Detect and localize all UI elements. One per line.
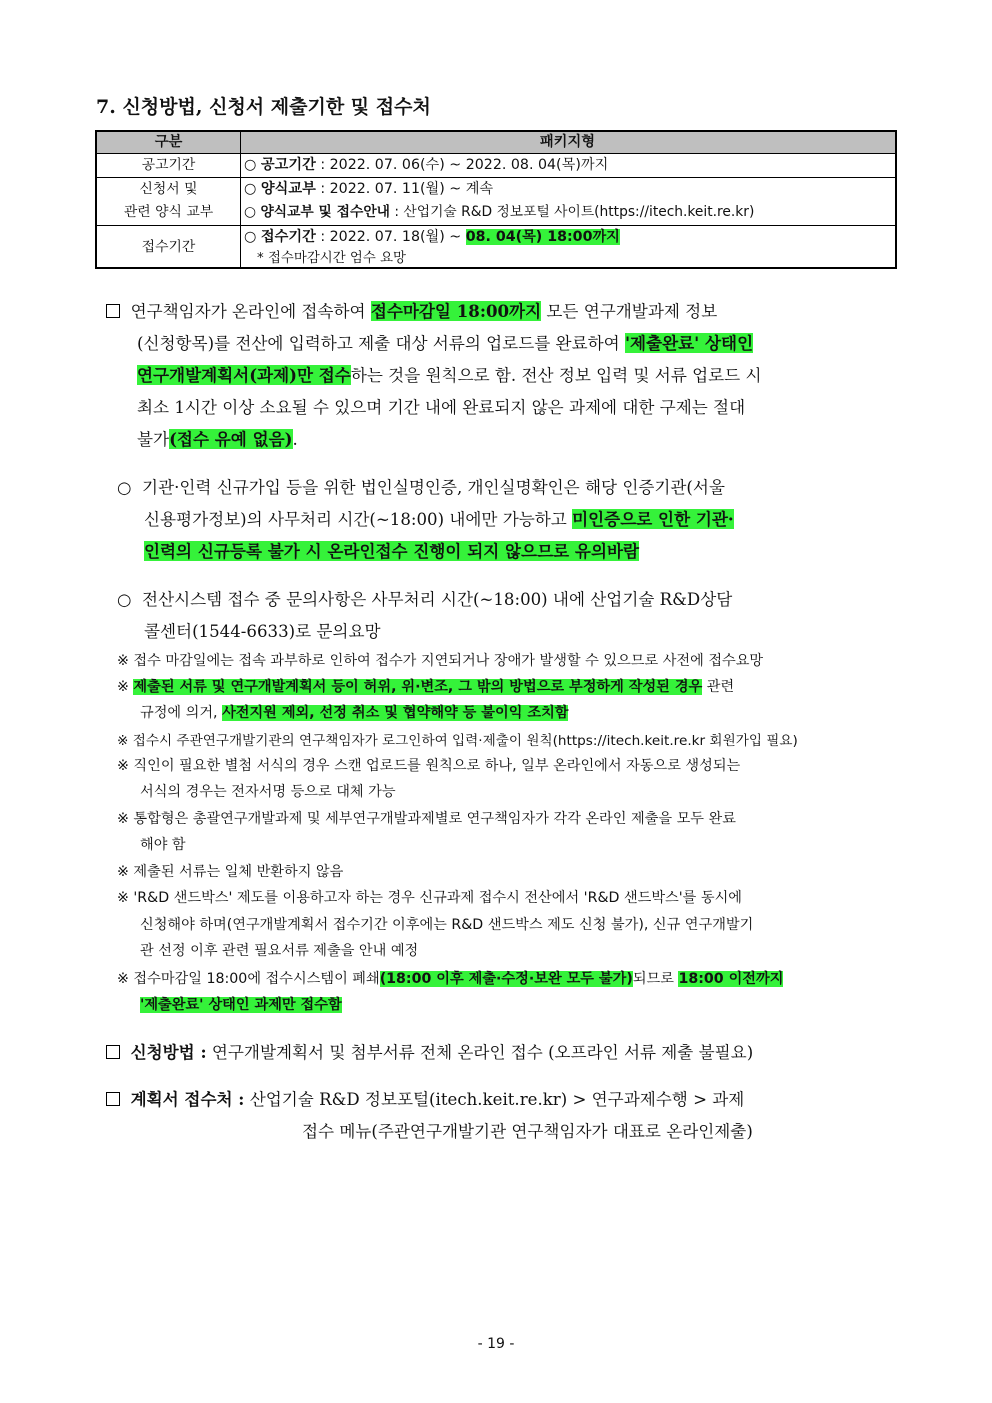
note3: ※ 접수시 주관연구개발기관의 연구책임자가 로그인하여 입력·제출이 원칙(https://itech.keit.re.kr 회원가입 필요) <box>117 733 798 749</box>
note4-line2: 서식의 경우는 전자서명 등으로 대체 가능 <box>140 784 396 800</box>
note-mark-icon: ※ <box>117 758 129 774</box>
note7-line3: 관 선정 이후 관련 필요서류 제출을 안내 예정 <box>140 943 419 959</box>
bullet1-line1: ○ 기관·인력 신규가입 등을 위한 법인실명인증, 개인실명확인은 해당 인증기관(서울 <box>117 478 725 497</box>
note2-highlight: 제출된 서류 및 연구개발계획서 등이 허위, 위·변조, 그 밖의 방법으로 부정하게 작성된 경우 <box>133 679 703 695</box>
row2-rest-2: : 산업기술 R&D 정보포털 사이트(https://itech.keit.re.kr) <box>390 204 755 220</box>
note2-highlight-2: 사전지원 제외, 선정 취소 및 협약해약 등 불이익 조치함 <box>222 705 569 721</box>
row3-bold: 접수기간 <box>260 229 316 245</box>
row2-rest-1: : 2022. 07. 11(월) ~ 계속 <box>315 181 494 197</box>
note5-line1: ※ 통합형은 총괄연구개발과제 및 세부연구개발과제별로 연구책임자가 각각 온라인 제출을 모두 완료 <box>117 811 736 827</box>
row3-marker: ○ <box>244 229 257 245</box>
para1-highlight-deadline: 접수마감일 18:00까지 <box>370 301 542 321</box>
note-mark-icon: ※ <box>117 679 129 695</box>
schedule-table <box>95 130 897 269</box>
method-text: 연구개발계획서 및 첨부서류 전체 온라인 접수 (오프라인 서류 제출 불필요) <box>206 1043 754 1062</box>
note4-line1: ※ 직인이 필요한 별첨 서식의 경우 스캔 업로드를 원칙으로 하나, 일부 온라인에서 자동으로 생성되는 <box>117 758 741 774</box>
para1-line1: 연구책임자가 온라인에 접속하여 접수마감일 18:00까지 모든 연구개발과제 정보 <box>106 298 717 322</box>
row1-content <box>244 154 894 177</box>
page-number: - 19 - <box>477 1336 515 1352</box>
note8-line1: ※ 접수마감일 18:00에 접수시스템이 폐쇄(18:00 이후 제출·수정·보완 모두 불가)되므로 18:00 이전까지 <box>117 971 784 987</box>
note1: ※ 접수 마감일에는 접속 과부하로 인하여 접수가 지연되거나 장애가 발생할 수 있으므로 사전에 접수요망 <box>117 653 764 669</box>
note-mark-icon: ※ <box>117 864 129 880</box>
para1-highlight-no-delay: (접수 유예 없음) <box>169 429 293 449</box>
note-mark-icon: ※ <box>117 733 129 749</box>
note6: ※ 제출된 서류는 일체 반환하지 않음 <box>117 864 344 880</box>
bullet2-line2: 콜센터(1544-6633)로 문의요망 <box>144 622 381 641</box>
receiver-line1: 계획서 접수처 : 산업기술 R&D 정보포털(itech.keit.re.kr) > 연구과제수행 > 과제 <box>106 1086 744 1110</box>
checkbox-square-icon <box>106 304 120 318</box>
note7-line2: 신청해야 하며(연구개발계획서 접수기간 이후에는 R&D 샌드박스 제도 신청 불가), 신규 연구개발기 <box>140 917 754 933</box>
bullet1-line3 <box>144 538 639 562</box>
row3-content-1 <box>244 226 894 248</box>
note7-line1: ※ 'R&D 샌드박스' 제도를 이용하고자 하는 경우 신규과제 접수시 전산에서 'R&D 샌드박스'를 동시에 <box>117 890 742 906</box>
checkbox-square-icon <box>106 1092 120 1106</box>
para1-line2: (신청항목)를 전산에 입력하고 제출 대상 서류의 업로드를 완료하여 '제출완료' 상태인 <box>137 333 754 353</box>
row3-label: 접수기간 <box>141 239 196 255</box>
row3-deadline-highlight: 08. 04(목) 18:00까지 <box>465 229 620 245</box>
para1-highlight-plan: 연구개발계획서(과제)만 접수 <box>137 365 351 385</box>
circle-bullet-icon: ○ <box>117 590 132 609</box>
note-mark-icon: ※ <box>117 653 129 669</box>
row3-rest: : 2022. 07. 18(월) ~ <box>315 229 466 245</box>
note2-line1: ※ 제출된 서류 및 연구개발계획서 등이 허위, 위·변조, 그 밖의 방법으로 부정하게 작성된 경우 관련 <box>117 679 735 695</box>
row3-content-2: * 접수마감시간 엄수 요망 <box>257 251 406 266</box>
row1-label: 공고기간 <box>141 157 196 173</box>
section-title: 7. 신청방법, 신청서 제출기한 및 접수처 <box>96 96 431 118</box>
row2-label-2: 관련 양식 교부 <box>123 204 214 220</box>
note5-line2: 해야 함 <box>140 837 186 853</box>
table-header-package: 패키지형 <box>240 132 895 153</box>
bullet1-highlight-2: 인력의 신규등록 불가 시 온라인접수 진행이 되지 않으므로 유의바람 <box>144 541 640 561</box>
circle-bullet-icon: ○ <box>117 478 132 497</box>
bullet1-line2: 신용평가정보)의 사무처리 시간(~18:00) 내에만 가능하고 미인증으로 인한 기관· <box>144 509 734 529</box>
note8-highlight-2: 18:00 이전까지 <box>678 971 784 987</box>
table-header-category: 구분 <box>97 132 240 153</box>
para1-line3: 연구개발계획서(과제)만 접수하는 것을 원칙으로 함. 전산 정보 입력 및 서류 업로드 시 <box>137 365 762 385</box>
row2-content-2 <box>244 201 894 224</box>
bullet2-line1: ○ 전산시스템 접수 중 문의사항은 사무처리 시간(~18:00) 내에 산업기술 R&D상담 <box>117 590 733 609</box>
checkbox-square-icon <box>106 1045 120 1059</box>
para1-line5: 불가(접수 유예 없음). <box>137 429 298 449</box>
row2-label-1: 신청서 및 <box>139 181 198 197</box>
method-label: 신청방법 : <box>130 1042 207 1062</box>
row1-bold: 공고기간 <box>260 157 316 173</box>
method-line <box>106 1039 753 1063</box>
bullet1-highlight-1: 미인증으로 인한 기관· <box>572 509 734 529</box>
row2-marker-1: ○ <box>244 181 257 197</box>
row2-bold-1: 양식교부 <box>260 181 316 197</box>
para1-line4: 최소 1시간 이상 소요될 수 있으며 기간 내에 완료되지 않은 과제에 대한 구제는 절대 <box>137 398 746 417</box>
note8-line2 <box>140 994 342 1014</box>
receiver-label: 계획서 접수처 : <box>130 1089 245 1109</box>
receiver-line2: 접수 메뉴(주관연구개발기관 연구책임자가 대표로 온라인제출) <box>302 1122 753 1141</box>
row2-marker-2: ○ <box>244 204 257 220</box>
note-mark-icon: ※ <box>117 971 129 987</box>
row1-marker: ○ <box>244 157 257 173</box>
note-mark-icon: ※ <box>117 811 129 827</box>
row1-rest: : 2022. 07. 06(수) ~ 2022. 08. 04(목)까지 <box>315 157 609 173</box>
note-mark-icon: ※ <box>117 890 129 906</box>
note8-highlight-3: '제출완료' 상태인 과제만 접수함 <box>140 997 342 1013</box>
row2-content-1 <box>244 178 894 201</box>
note8-highlight-1: (18:00 이후 제출·수정·보완 모두 불가) <box>379 971 633 987</box>
row2-bold-2: 양식교부 및 접수안내 <box>260 204 390 220</box>
para1-highlight-status: '제출완료' 상태인 <box>624 333 754 353</box>
note2-line2: 규정에 의거, 사전지원 제외, 선정 취소 및 협약해약 등 불이익 조치함 <box>140 705 569 721</box>
